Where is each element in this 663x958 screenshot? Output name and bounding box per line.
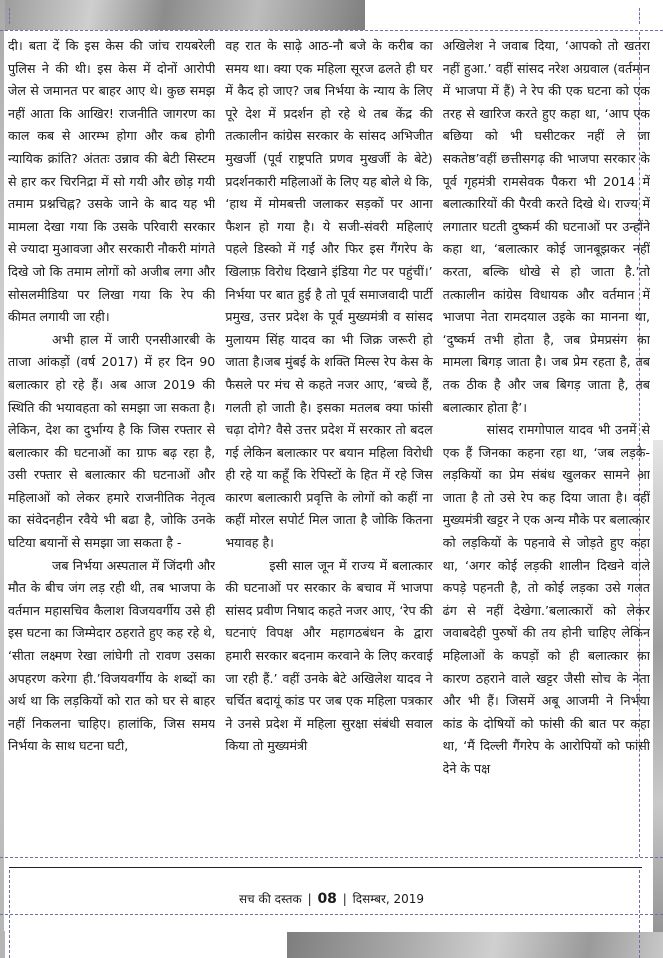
background-swirl-right [653, 440, 663, 958]
footer-separator: | [307, 892, 312, 906]
crop-mark-top-right [639, 8, 640, 24]
article-column-1 [8, 35, 215, 845]
background-swirl-top [0, 0, 365, 30]
paragraph: सांसद रामगोपाल यादव भी उनमें से एक हैं जिनका कहना रहा था, ‘जब लड़के-लड़कियों का प्रेम संबंध खुलकर सामने आ जाता है तो उसे रेप कह दिया जाता है। वहीं मुख्यमंत्री खट्टर ने एक अन्य मौके पर बलात्कार को लड़कियों के पहनावे से जोड़ते हुए कहा था, ‘अगर कोई लड़की शालीन दिखने वाले कपड़े पहनती है, तो कोई लड़का उसे गलत ढंग से नहीं देखेगा.’बलात्कारों को लेकर जवाबदेही पुरुषों की तय होनी चाहिए लेकिन महिलाओं के कपड़ों को ही बलात्कार का कारण ठहराने वाले खट्टर जैसी सोच के नेता और भी हैं। जिसमें अबू आजमी ने निर्भया कांड के दोषियों को फांसी की बात पर कहा था, ‘मैं दिल्ली गैंगरेप के आरोपियों को फांसी देने के पक्ष [442, 422, 650, 776]
background-swirl-bottom [287, 932, 663, 958]
footer-separator: | [342, 892, 347, 906]
article-column-3 [443, 35, 650, 845]
paragraph: अखिलेश ने जवाब दिया, ‘आपको तो खतरा नहीं हुआ.’ वहीं सांसद नरेश अग्रवाल (वर्तमान में भाजपा में हैं) ने रेप की एक घटना को एक तरह से खारिज करते हुए कहा था, ‘आप एक बछिया को भी घसीटकर नहीं ले जा सकतेष्ठ’वहीं छत्तीसगढ़ की भाजपा सरकार के पूर्व गृहमंत्री रामसेवक पैकरा भी 2014 में बलात्कारियों की पैरवी करते दिखे थे। राज्य में लगातार घटती दुष्कर्म की घटनाओं पर उन्होंने कहा था, ‘बलात्कार कोई जानबूझकर नहीं करता, बल्कि धोखे से हो जाता है.’तो तत्कालीन कांग्रेस विधायक और वर्तमान में भाजपा नेता रामदयाल उइके का मानना था, ‘दुष्कर्म तभी होता है, जब प्रेमप्रसंग का मामला बिगड़ जाता है। जब प्रेम रहता है, तब तक ठीक है और जब बिगड़ जाता है, तब बलात्कार होता है’। [442, 38, 650, 415]
paragraph: दी। बता दें कि इस केस की जांच रायबरेली पुलिस ने की थी। इस केस में दोनों आरोपी जेल से जमानत पर बाहर आए थे। कुछ समझ नहीं आता कि आखिर! राजनीति जागरण का काल कब से आरम्भ होगा और कब होगी न्यायिक क्रांति? अंततः उन्नाव की बेटी सिस्टम से हार कर चिरनिद्रा में सो गयी और छोड़ गयी तमाम प्रश्नचिह्न? उसके जाने के बाद यह भी मामला देखा गया कि उसके परिवारी सरकार से ज्यादा मुआवजा और सरकारी नौकरी मांगते दिखे जो कि तमाम लोगों को अजीब लगा और सोसलमीडिया पर लिखा गया कि रेप की कीमत लगायी जा रही। [8, 38, 216, 325]
article-body [8, 35, 650, 845]
crop-mark-bottom-left [9, 870, 10, 958]
paragraph: जब निर्भया अस्पताल में जिंदगी और मौत के बीच जंग लड़ रही थी, तब भाजपा के वर्तमान महासचिव कैलाश विजयवर्गीय उसे ही इस घटना का जिम्मेदार ठहराते हुए कह रहे थे, ‘सीता लक्ष्मण रेखा लांघेगी तो रावण उसका अपहरण करेगा ही.’विजयवर्गीय के शब्दों का अर्थ था कि लड़कियों को रात को घर से बाहर नहीं निकलना चाहिए। हालांकि, जिस समय निर्भया के साथ घटना घटी, [8, 557, 216, 754]
issue-date: दिसम्बर, 2019 [352, 892, 425, 906]
publication-name: सच की दस्तक [238, 892, 302, 906]
guide-line-content-bottom [0, 857, 663, 858]
paragraph: इसी साल जून में राज्य में बलात्कार की घटनाओं पर सरकार के बचाव में भाजपा सांसद प्रवीण निषाद कहते नजर आए, ‘रेप की घटनाएं विपक्ष और महागठबंधन के द्वारा हमारी सरकार बदनाम करवाने के लिए करवाई जा रही हैं.’ वहीं उनके बेटे अखिलेश यादव ने चर्चित बदायूं कांड पर जब एक महिला पत्रकार ने उनसे प्रदेश में महिला सुरक्षा संबंधी सवाल किया तो मुख्यमंत्री [225, 557, 433, 754]
crop-mark-bottom-right [639, 870, 640, 958]
crop-mark-top-left [9, 8, 10, 24]
page-footer [0, 890, 663, 907]
guide-line-top [0, 30, 663, 31]
paragraph: वह रात के साढ़े आठ-नौ बजे के करीब का समय था। क्या एक महिला सूरज ढलते ही घर में कैद हो जाए? जब निर्भया के न्याय के लिए पूरे देश में प्रदर्शन हो रहे थे तब केंद्र की तत्कालीन कांग्रेस सरकार के सांसद अभिजीत मुखर्जी (पूर्व राष्ट्रपति प्रणव मुखर्जी के बेटे) प्रदर्शनकारी महिलाओं के लिए यह बोले थे कि, ‘हाथ में मोमबत्ती जलाकर सड़कों पर आना फैशन हो गया है। ये सजी-संवरी महिलाएं पहले डिस्को में गईं और फिर इस गैंगरेप के खिलाफ़ विरोध दिखाने इंडिया गेट पर पहुंचीं।’ निर्भया पर बात हुई है तो पूर्व समाजवादी पार्टी प्रमुख, उत्तर प्रदेश के पूर्व मुख्यमंत्री व सांसद मुलायम सिंह यादव का भी जिक्र जरूरी हो जाता है।जब मुंबई के शक्ति मिल्स रेप केस के फैसले पर मंच से कहते नजर आए, ‘बच्चे हैं, गलती हो जाती है। इसका मतलब क्या फांसी चढ़ा दोगे? वैसे उत्तर प्रदेश में सरकार तो बदल गई लेकिन बलात्कार पर बयान महिला विरोधी ही रहे या कहूँ कि रेपिस्टों के हित में रहे जिस कारण बलात्कारी प्रवृत्ति के लोगों को कहीं ना कहीं मोरल सपोर्ट मिल जाता है जोकि कितना भयावह है। [225, 38, 433, 551]
article-column-2 [225, 35, 432, 845]
guide-line-footer [0, 914, 663, 915]
paragraph: अभी हाल में जारी एनसीआरबी के ताजा आंकड़ों (वर्ष 2017) में हर दिन 90 बलात्कार हो रहे हैं। अब आज 2019 की स्थिति की भयावहता को समझा जा सकता है। लेकिन, देश का दुर्भाग्य है कि जिस रफ्तार से बलात्कार की घटनाओं का ग्राफ बढ़ रहा है, उसी रफ्तार से बलात्कार की घटनाओं और महिलाओं को लेकर हमारे राजनीतिक नेतृत्व का संवेदनहीन रवैये भी बढा है, जोकि उनके घटिया बयानों से समझा जा सकता है - [8, 331, 216, 551]
footer-divider [9, 867, 642, 868]
page-number: 08 [317, 891, 337, 907]
